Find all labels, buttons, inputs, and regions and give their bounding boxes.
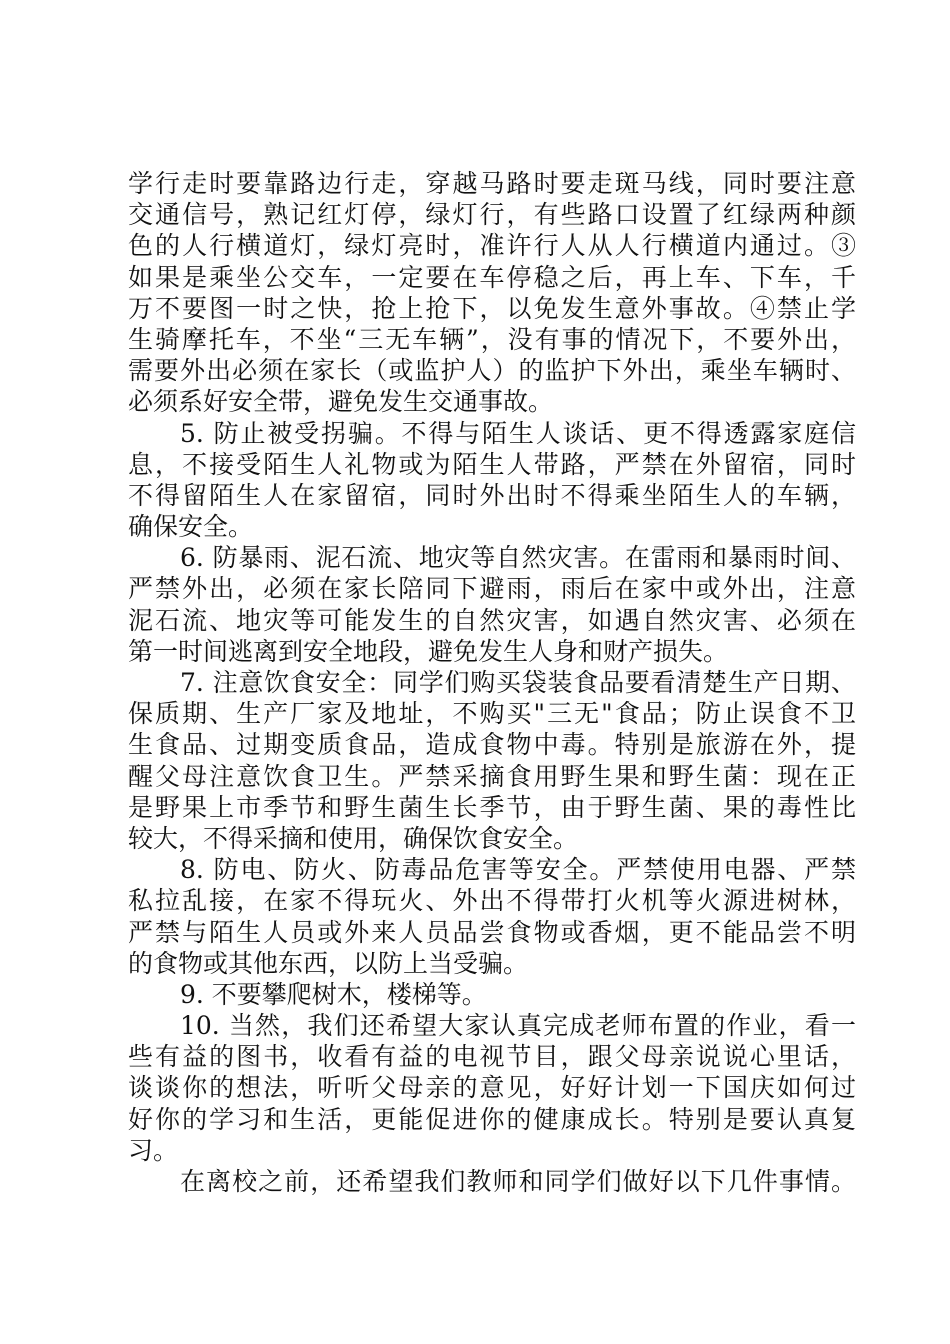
text-line: 保质期、生产厂家及地址，不购买"三无"食品；防止误食不卫 (128, 699, 856, 729)
text-line: 5. 防止被受拐骗。不得与陌生人谈话、更不得透露家庭信 (180, 418, 856, 448)
text-line: 是野果上市季节和野生菌生长季节，由于野生菌、果的毒性比 (128, 792, 856, 822)
document-body (128, 168, 856, 1197)
text-line: 好你的学习和生活，更能促进你的健康成长。特别是要认真复 (128, 1104, 856, 1134)
text-line: 交通信号，熟记红灯停，绿灯行，有些路口设置了红绿两种颜 (128, 200, 856, 230)
text-line: 万不要图一时之快，抢上抢下，以免发生意外事故。④禁止学 (128, 293, 856, 323)
text-line: 泥石流、地灾等可能发生的自然灾害，如遇自然灾害、必须在 (128, 605, 856, 635)
text-line: 不得留陌生人在家留宿，同时外出时不得乘坐陌生人的车辆， (128, 480, 856, 510)
text-line: 私拉乱接，在家不得玩火、外出不得带打火机等火源进树林， (128, 886, 856, 916)
text-line: 8. 防电、防火、防毒品危害等安全。严禁使用电器、严禁 (180, 855, 856, 885)
text-line: 生骑摩托车，不坐“三无车辆”，没有事的情况下，不要外出， (128, 324, 856, 354)
text-line: 第一时间逃离到安全地段，避免发生人身和财产损失。 (128, 636, 729, 666)
text-line: 如果是乘坐公交车，一定要在车停稳之后，再上车、下车，千 (128, 262, 856, 292)
text-line: 息，不接受陌生人礼物或为陌生人带路，严禁在外留宿，同时 (128, 449, 856, 479)
text-line: 习。 (128, 1135, 179, 1165)
text-line: 10. 当然，我们还希望大家认真完成老师布置的作业，看一 (180, 1011, 856, 1041)
text-line: 严禁与陌生人员或外来人员品尝食物或香烟，更不能品尝不明 (128, 917, 856, 947)
text-line: 必须系好安全带，避免发生交通事故。 (128, 387, 554, 417)
text-line: 6. 防暴雨、泥石流、地灾等自然灾害。在雷雨和暴雨时间、 (180, 543, 856, 573)
text-line: 9. 不要攀爬树木，楼梯等。 (180, 979, 487, 1009)
text-line: 学行走时要靠路边行走，穿越马路时要走斑马线，同时要注意 (128, 169, 856, 198)
text-line: 在离校之前，还希望我们教师和同学们做好以下几件事情。 (180, 1167, 856, 1196)
text-line: 严禁外出，必须在家长陪同下避雨，雨后在家中或外出，注意 (128, 574, 856, 604)
text-line: 确保安全。 (128, 512, 254, 542)
text-line: 色的人行横道灯，绿灯亮时，准许行人从人行横道内通过。③ (128, 231, 856, 261)
text-line: 醒父母注意饮食卫生。严禁采摘食用野生果和野生菌：现在正 (128, 761, 856, 791)
text-line: 较大，不得采摘和使用，确保饮食安全。 (128, 823, 579, 853)
text-line: 7. 注意饮食安全：同学们购买袋装食品要看清楚生产日期、 (180, 668, 856, 697)
text-line: 些有益的图书，收看有益的电视节目，跟父母亲说说心里话， (128, 1042, 856, 1072)
text-line: 生食品、过期变质食品，造成食物中毒。特别是旅游在外，提 (128, 730, 856, 760)
text-line: 谈谈你的想法，听听父母亲的意见，好好计划一下国庆如何过 (128, 1073, 856, 1103)
text-line: 需要外出必须在家长（或监护人）的监护下外出，乘坐车辆时、 (128, 356, 856, 386)
text-line: 的食物或其他东西，以防上当受骗。 (128, 948, 529, 978)
